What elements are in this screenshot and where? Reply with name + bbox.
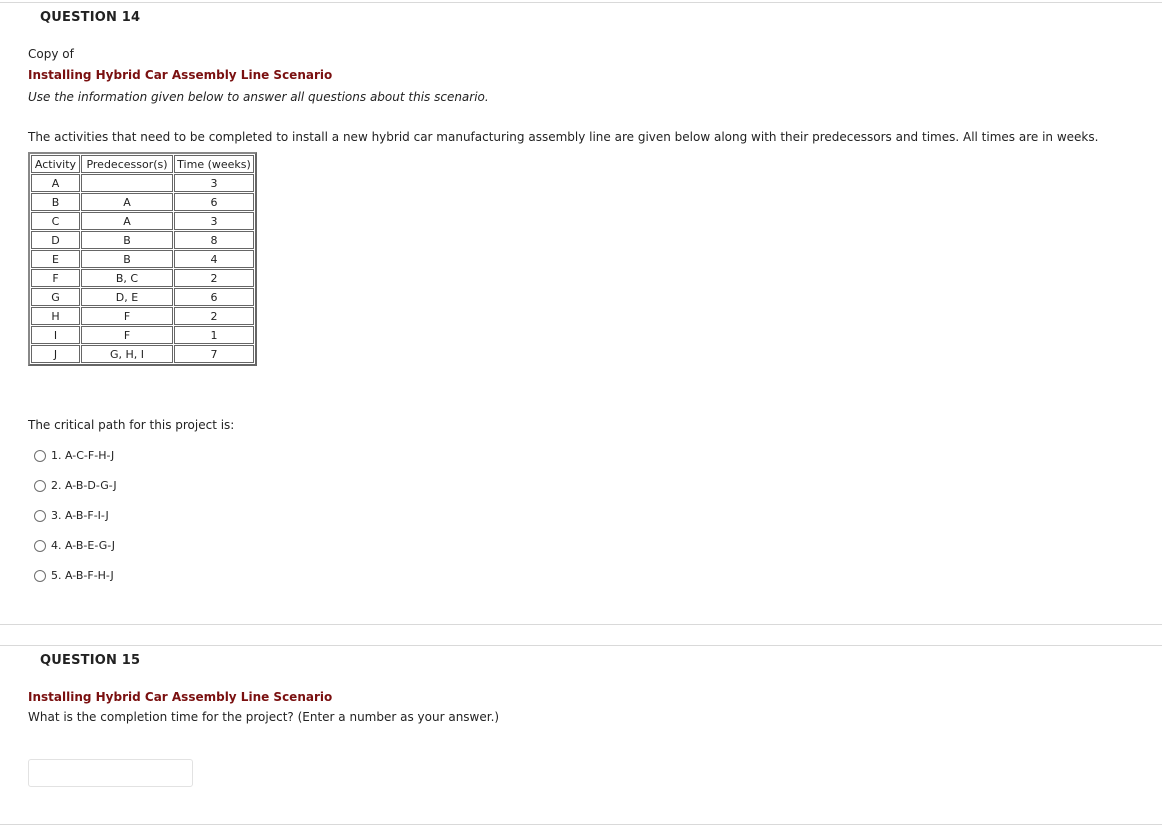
completion-time-prompt: What is the completion time for the project? (Enter a number as your answer.)	[28, 710, 500, 724]
table-row	[31, 307, 254, 325]
time-cell: 8	[174, 231, 254, 249]
bottom-divider	[0, 824, 1162, 825]
time-cell: 1	[174, 326, 254, 344]
activity-cell: E	[31, 250, 80, 268]
activity-cell: I	[31, 326, 80, 344]
option-label: 1. A-C-F-H-J	[51, 449, 115, 462]
scenario-instructions: Use the information given below to answer all questions about this scenario.	[28, 90, 489, 104]
question-divider	[0, 645, 1162, 646]
scenario-intro: The activities that need to be completed to install a new hybrid car manufacturing assembly line are given below along with their predecessors and times. All times are in weeks.	[28, 130, 1099, 144]
predecessor-cell: F	[81, 307, 173, 325]
critical-path-prompt: The critical path for this project is:	[28, 418, 235, 432]
activity-cell: A	[31, 174, 80, 192]
answer-option-3[interactable]	[34, 509, 109, 522]
answer-option-1[interactable]	[34, 449, 114, 462]
time-cell: 6	[174, 288, 254, 306]
predecessor-cell: A	[81, 193, 173, 211]
copy-of-label: Copy of	[28, 47, 74, 61]
radio-button[interactable]	[34, 540, 46, 552]
predecessor-cell: F	[81, 326, 173, 344]
question-14-header: QUESTION 14	[40, 10, 141, 25]
answer-option-4[interactable]	[34, 539, 115, 552]
table-row	[31, 231, 254, 249]
activity-cell: B	[31, 193, 80, 211]
predecessor-cell	[81, 174, 173, 192]
column-header-predecessors: Predecessor(s)	[81, 155, 173, 173]
predecessor-cell: G, H, I	[81, 345, 173, 363]
table-row	[31, 250, 254, 268]
option-label: 3. A-B-F-I-J	[51, 509, 109, 522]
time-cell: 2	[174, 269, 254, 287]
time-cell: 3	[174, 212, 254, 230]
question-divider	[0, 624, 1162, 625]
scenario-title: Installing Hybrid Car Assembly Line Scenario	[28, 690, 333, 704]
predecessor-cell: B, C	[81, 269, 173, 287]
activities-table	[28, 152, 257, 366]
option-label: 2. A-B-D-G-J	[51, 479, 117, 492]
column-header-time: Time (weeks)	[174, 155, 254, 173]
predecessor-cell: A	[81, 212, 173, 230]
scenario-title: Installing Hybrid Car Assembly Line Scenario	[28, 68, 333, 82]
activity-cell: J	[31, 345, 80, 363]
answer-option-2[interactable]	[34, 479, 117, 492]
predecessor-cell: D, E	[81, 288, 173, 306]
answer-option-5[interactable]	[34, 569, 114, 582]
radio-button[interactable]	[34, 480, 46, 492]
time-cell: 4	[174, 250, 254, 268]
column-header-activity: Activity	[31, 155, 80, 173]
table-row	[31, 326, 254, 344]
question-15-header: QUESTION 15	[40, 653, 141, 668]
activity-cell: D	[31, 231, 80, 249]
time-cell: 6	[174, 193, 254, 211]
table-row	[31, 288, 254, 306]
answer-input[interactable]	[28, 759, 193, 787]
predecessor-cell: B	[81, 250, 173, 268]
activity-cell: G	[31, 288, 80, 306]
activity-cell: C	[31, 212, 80, 230]
table-row	[31, 193, 254, 211]
radio-button[interactable]	[34, 450, 46, 462]
table-row	[31, 345, 254, 363]
table-row	[31, 212, 254, 230]
radio-button[interactable]	[34, 570, 46, 582]
activity-cell: H	[31, 307, 80, 325]
time-cell: 3	[174, 174, 254, 192]
radio-button[interactable]	[34, 510, 46, 522]
option-label: 5. A-B-F-H-J	[51, 569, 114, 582]
time-cell: 7	[174, 345, 254, 363]
activity-cell: F	[31, 269, 80, 287]
time-cell: 2	[174, 307, 254, 325]
table-row	[31, 269, 254, 287]
table-header-row	[31, 155, 254, 173]
top-divider	[0, 2, 1162, 3]
option-label: 4. A-B-E-G-J	[51, 539, 116, 552]
predecessor-cell: B	[81, 231, 173, 249]
table-row	[31, 174, 254, 192]
